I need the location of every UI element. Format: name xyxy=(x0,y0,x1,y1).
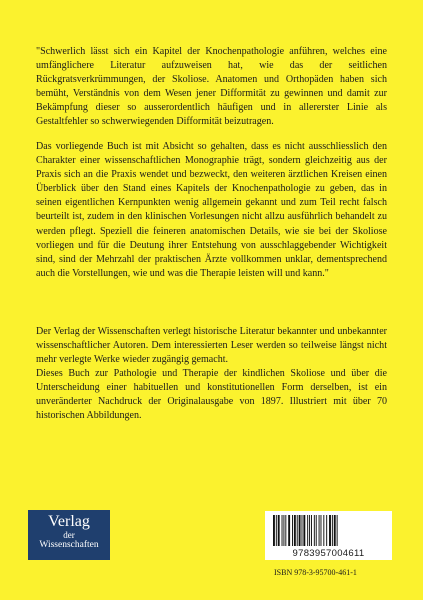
barcode-bar xyxy=(329,515,331,546)
barcode-bar xyxy=(321,515,322,546)
barcode-bar xyxy=(297,515,298,546)
barcode-bar xyxy=(278,515,280,546)
barcode-bar xyxy=(303,515,305,546)
barcode-bar xyxy=(302,515,303,546)
blurb-quote-paragraph-1: "Schwerlich lässt sich ein Kapitel der Knochenpathologie anführen, welches eine umfänglichere Literatur aufzuweisen hat, wie das der seitlichen Rückgratsverkrümmungen, der Skoliose. Anatomen und Orthopäden haben sich bemüht, Verständnis von dem Wesen jener Difformität zu gewinnen und damit zur Bekämpfung dieser so ausserordentlich häufigen und in allererster Linie als Gestaltfehler so schwerwiegenden Difformität beizutragen. xyxy=(36,46,387,128)
barcode-bar xyxy=(288,515,290,546)
barcode-bar xyxy=(283,515,284,546)
barcode-bar xyxy=(319,515,320,546)
logo-line-1: Verlag xyxy=(48,513,90,530)
barcode-bars xyxy=(271,515,386,548)
barcode-bar xyxy=(309,515,310,546)
barcode-bar xyxy=(323,515,324,546)
publisher-paragraph: Der Verlag der Wissenschaften verlegt historische Literatur bekannter und unbekannter wissenschaftlicher Autoren. Dem interessierten Leser werden so teilweise längst nicht mehr verlegte Werke wieder zugängig gemacht. xyxy=(36,326,387,366)
barcode-bar xyxy=(316,515,317,546)
barcode-bar xyxy=(294,515,296,546)
barcode-bar xyxy=(314,515,315,546)
barcode-digits: 9783957004611 xyxy=(292,548,365,559)
barcode-bar xyxy=(276,515,277,546)
barcode-bar xyxy=(334,515,336,546)
barcode-bar xyxy=(307,515,308,546)
barcode xyxy=(265,511,392,560)
barcode-bar xyxy=(326,515,327,546)
barcode-bar xyxy=(332,515,333,546)
barcode-bar xyxy=(337,515,338,546)
blurb-quote-paragraph-2: Das vorliegende Buch ist mit Absicht so gehalten, dass es nicht ausschliesslich den Charakter einer wissenschaftlichen Monographie trägt, sondern gleichzeitig aus der Praxis sich an die Praxis wendet und bezweckt, den weiteren ärztlichen Kreisen einen Überblick über den Stand eines Kapitels der Knochenpathologie zu geben, das in seinen eigentlichen Kernpunkten wenig allgemein gekannt und zum Teil recht falsch beurteilt ist, zudem in den klinischen Vorlesungen nicht allzu ausführlich behandelt zu werden pflegt. Speziell die feineren anatomischen Details, wie sie bei der Skoliose vorliegen und für die Deutung ihrer Entstehung von ausschlaggebender Wichtigkeit sind, sind der Mehrzahl der praktischen Ärzte vollkommen unklar, dementsprechend auch die Vorstellungen, wie und was die Therapie leisten will und kann." xyxy=(36,141,387,279)
publisher-logo xyxy=(28,510,110,560)
barcode-bar xyxy=(273,515,275,546)
barcode-bar xyxy=(285,515,286,546)
barcode-bar xyxy=(292,515,293,546)
barcode-bar xyxy=(311,515,312,546)
logo-line-2: der xyxy=(63,530,75,540)
barcode-bar xyxy=(282,515,283,546)
logo-line-3: Wissenschaften xyxy=(39,540,99,550)
book-description-paragraph: Dieses Buch zur Pathologie und Therapie der kindlichen Skoliose und über die Unterscheidung einer habituellen und konstitutionellen Form derselben, ist ein unveränderter Nachdruck der Originalausgabe von 1897. Illustriert mit über 70 historischen Abbildungen. xyxy=(36,368,387,422)
isbn-label: ISBN 978-3-95700-461-1 xyxy=(274,568,357,577)
barcode-bar xyxy=(299,515,301,546)
